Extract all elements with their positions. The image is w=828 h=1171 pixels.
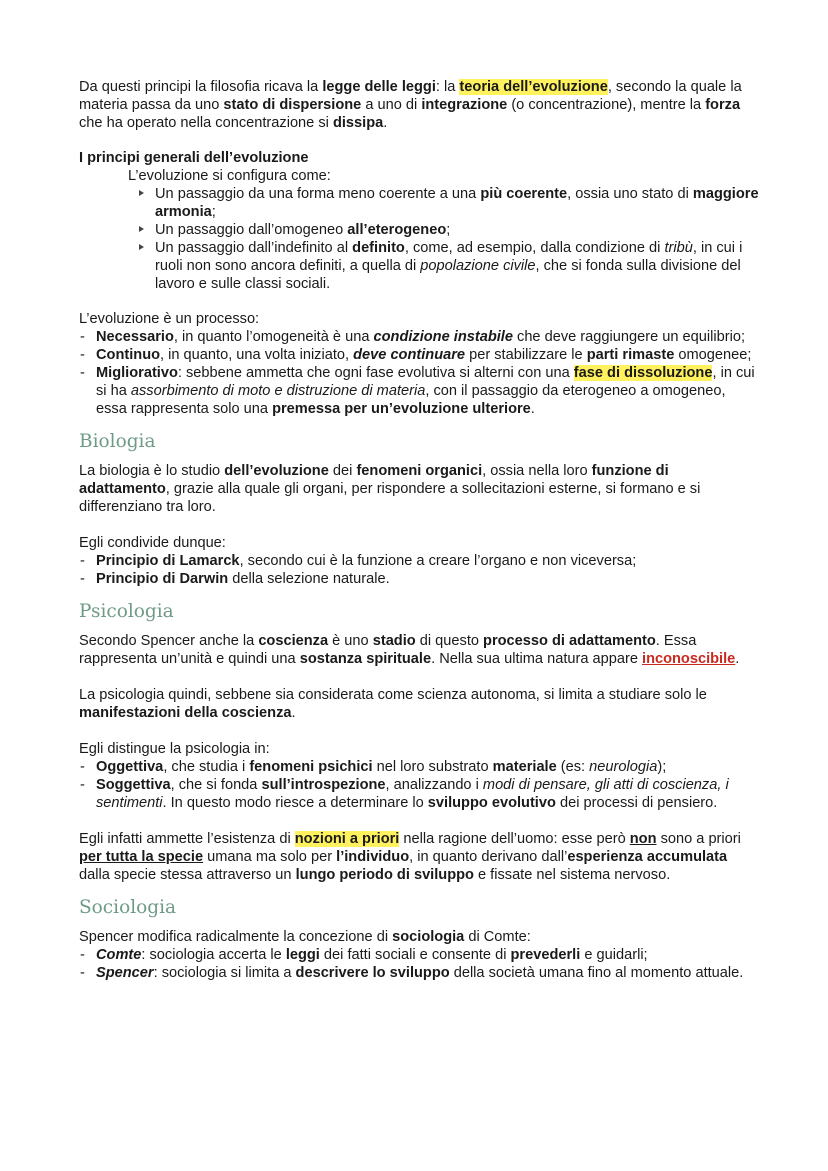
triangle-bullet-icon <box>139 226 144 232</box>
list-item: Un passaggio dall’indefinito al definito, come, ad esempio, dalla condizione di tribù, in cui i ruoli non sono ancora definiti, a quella di popolazione civile, che si fonda sulla divisione del lavoro e sulle classi sociali. <box>135 239 759 293</box>
list-item: - Spencer: sociologia si limita a descrivere lo sviluppo della società umana fino al momento attuale. <box>80 965 744 981</box>
psicologia-heading: Psicologia <box>79 601 174 622</box>
processo-list <box>79 328 759 418</box>
list-item: Un passaggio da una forma meno coerente a una più coerente, ossia uno stato di maggiore armonia; <box>135 185 759 221</box>
biologia-lead: Egli condivide dunque: <box>79 535 226 551</box>
list-item: - Oggettiva, che studia i fenomeni psichici nel loro substrato materiale (es: neurologia); <box>80 759 667 775</box>
psicologia-paragraph-1: Secondo Spencer anche la coscienza è uno stadio di questo processo di adattamento. Essa rappresenta un’unità e quindi una sostanza spirituale. Nella sua ultima natura appare inconoscibile. <box>79 633 740 667</box>
list-item: - Comte: sociologia accerta le leggi dei fatti sociali e consente di prevederli e guidarli; <box>80 947 648 963</box>
highlight: nozioni a priori <box>294 831 400 847</box>
psicologia-lead: Egli distingue la psicologia in: <box>79 741 270 757</box>
psicologia-list <box>79 758 759 812</box>
list-item: - Necessario, in quanto l’omogeneità è una condizione instabile che deve raggiungere un equilibrio; <box>80 329 746 345</box>
psicologia-paragraph-2: La psicologia quindi, sebbene sia considerata come scienza autonoma, si limita a studiare solo le manifestazioni della coscienza. <box>79 687 707 721</box>
intro-paragraph: Da questi principi la filosofia ricava la legge delle leggi: la teoria dell’evoluzione, secondo la quale la materia passa da uno stato di dispersione a uno di integrazione (o concentrazione), mentre la forza che ha operato nella concentrazione si dissipa. <box>79 79 742 131</box>
triangle-bullet-icon <box>139 190 144 196</box>
sociologia-paragraph: Spencer modifica radicalmente la concezione di sociologia di Comte: <box>79 929 531 945</box>
highlight: teoria dell’evoluzione <box>459 79 608 95</box>
psicologia-paragraph-3: Egli infatti ammette l’esistenza di nozioni a priori nella ragione dell’uomo: esse però non sono a priori per tutta la specie umana ma solo per l’individuo, in quanto derivano dall’esperienza accumulata dalla specie stessa attraverso un lungo periodo di sviluppo e fissate nel sistema nervoso. <box>79 831 741 883</box>
list-item: - Continuo, in quanto, una volta iniziato, deve continuare per stabilizzare le parti rimaste omogenee; <box>80 347 752 363</box>
principi-title: I principi generali dell’evoluzione <box>79 150 309 166</box>
list-item: - Principio di Darwin della selezione naturale. <box>80 571 390 587</box>
list-item: - Migliorativo: sebbene ammetta che ogni fase evolutiva si alterni con una fase di dissoluzione, in cui si ha assorbimento di moto e distruzione di materia, con il passaggio da eterogeneo a omogeneo, essa rappresenta solo una premessa per un’evoluzione ulteriore. <box>80 365 755 417</box>
list-item: Un passaggio dall’omogeneo all’eterogeneo; <box>135 221 759 239</box>
biologia-paragraph: La biologia è lo studio dell’evoluzione dei fenomeni organici, ossia nella loro funzione di adattamento, grazie alla quale gli organi, per rispondere a sollecitazioni esterne, si formano e si differenziano tra loro. <box>79 463 701 515</box>
list-item: - Principio di Lamarck, secondo cui è la funzione a creare l’organo e non viceversa; <box>80 553 637 569</box>
document-page <box>79 78 759 982</box>
sociologia-list <box>79 946 759 982</box>
biologia-heading: Biologia <box>79 431 156 452</box>
biologia-list <box>79 552 759 588</box>
sociologia-heading: Sociologia <box>79 897 177 918</box>
principi-list <box>79 185 759 293</box>
emphasis-term: inconoscibile <box>642 651 736 667</box>
list-item: - Soggettiva, che si fonda sull’introspezione, analizzando i modi di pensare, gli atti di coscienza, i sentimenti. In questo modo riesce a determinare lo sviluppo evolutivo dei processi di pensiero. <box>80 777 729 811</box>
triangle-bullet-icon <box>139 244 144 250</box>
processo-lead: L’evoluzione è un processo: <box>79 311 260 327</box>
principi-lead: L’evoluzione si configura come: <box>128 168 331 184</box>
highlight: fase di dissoluzione <box>573 365 713 381</box>
